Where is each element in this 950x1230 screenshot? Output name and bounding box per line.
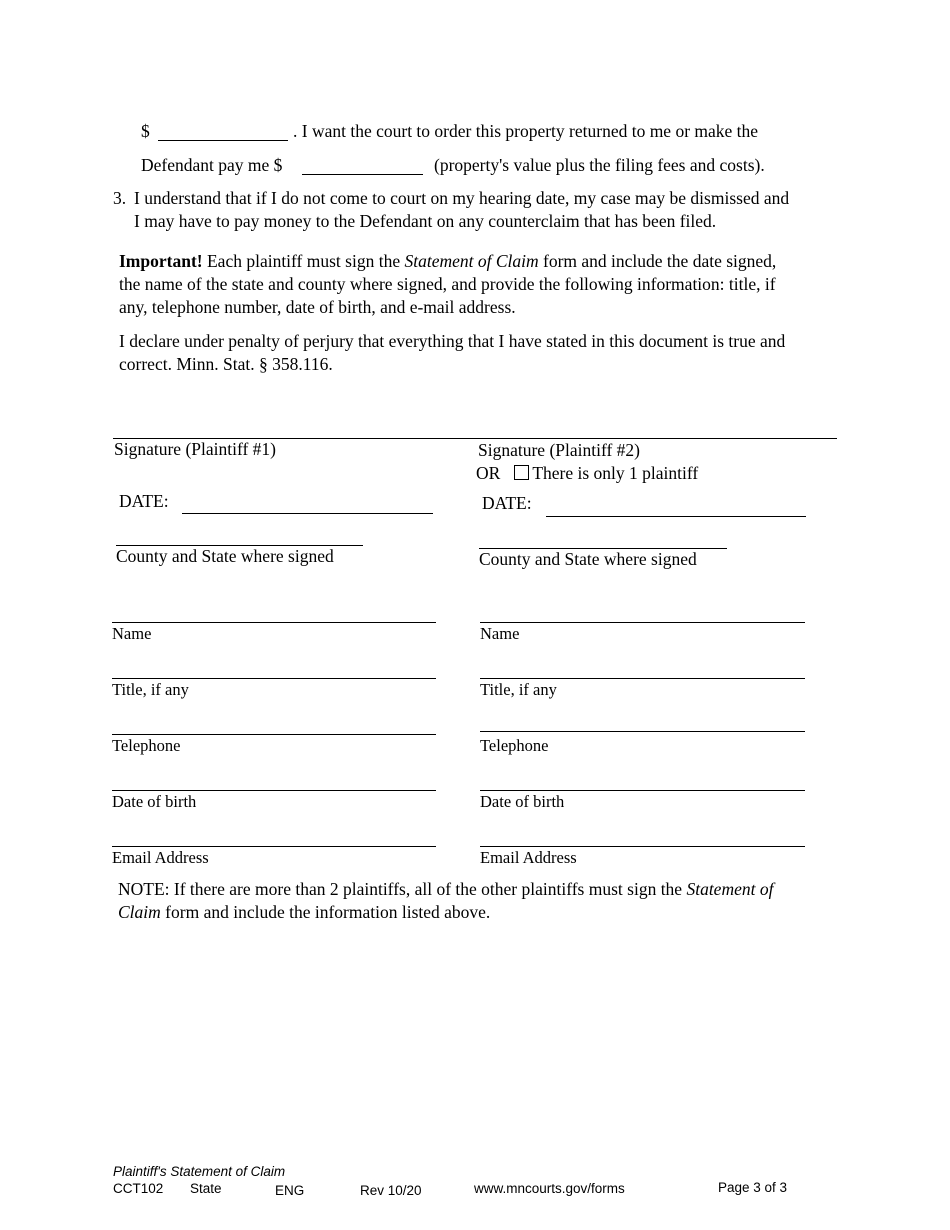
important-paragraph: [119, 250, 849, 319]
note-italic-b: Claim: [118, 902, 161, 922]
footer-form-code: CCT102: [113, 1181, 164, 1196]
plaintiff2-name-label: Name: [480, 624, 520, 643]
note-italic-a: Statement of: [686, 879, 774, 899]
plaintiff1-telephone-label: Telephone: [112, 736, 181, 755]
important-text-a: Each plaintiff must sign the: [202, 251, 405, 271]
item3-line2: I may have to pay money to the Defendant on any counterclaim that has been filed.: [134, 211, 717, 231]
only-one-plaintiff-checkbox[interactable]: [514, 465, 529, 480]
declaration-line1: I declare under penalty of perjury that everything that I have stated in this document is true and: [119, 331, 786, 351]
plaintiff1-title-label: Title, if any: [112, 680, 189, 699]
item3-number: 3.: [113, 188, 127, 208]
footer-form-title: Plaintiff's Statement of Claim: [113, 1164, 286, 1179]
property-amount-field[interactable]: [158, 122, 288, 141]
item3-line1: I understand that if I do not come to court on my hearing date, my case may be dismissed and: [134, 188, 790, 208]
footer-language: ENG: [275, 1183, 305, 1198]
plaintiff2-dob-line[interactable]: [480, 780, 805, 791]
plaintiff1-dob-label: Date of birth: [112, 792, 197, 811]
plaintiff2-telephone-label: Telephone: [480, 736, 549, 755]
only-one-plaintiff-label: There is only 1 plaintiff: [532, 463, 699, 483]
footer-website[interactable]: www.mncourts.gov/forms: [474, 1181, 625, 1196]
plaintiff2-signature-label: Signature (Plaintiff #2): [478, 440, 641, 460]
plaintiff1-telephone-line[interactable]: [112, 724, 436, 735]
important-label: Important!: [119, 251, 203, 271]
plaintiff1-date-label: DATE:: [119, 491, 169, 511]
important-text-b: form and include the date signed,: [538, 251, 777, 271]
plaintiff2-date-label: DATE:: [482, 493, 532, 513]
important-line3: any, telephone number, date of birth, and e-mail address.: [119, 297, 516, 317]
plaintiff1-dob-line[interactable]: [112, 780, 436, 791]
plaintiff2-dob-label: Date of birth: [480, 792, 565, 811]
note-line2: [118, 901, 848, 924]
footer-page-number: Page 3 of 3: [718, 1180, 788, 1195]
plaintiff1-name-line[interactable]: [112, 612, 436, 623]
statement-of-claim-italic: Statement of Claim: [404, 251, 539, 271]
plaintiff1-date-field[interactable]: [182, 495, 433, 514]
plaintiff2-date-field[interactable]: [546, 498, 806, 517]
plaintiff1-name-label: Name: [112, 624, 152, 643]
important-line1: [119, 250, 849, 273]
plaintiff2-email-label: Email Address: [480, 848, 577, 867]
footer-jurisdiction: State: [190, 1181, 222, 1196]
plaintiff2-title-line[interactable]: [480, 668, 805, 679]
item2-line1-text: . I want the court to order this property returned to me or make the: [293, 121, 759, 141]
declaration-line2: correct. Minn. Stat. § 358.116.: [119, 354, 333, 374]
plaintiff2-title-label: Title, if any: [480, 680, 557, 699]
footer-revision: Rev 10/20: [360, 1183, 422, 1198]
plaintiff2-name-line[interactable]: [480, 612, 805, 623]
note-line1: [118, 878, 848, 901]
item3-text: [134, 187, 854, 233]
plaintiff1-email-label: Email Address: [112, 848, 209, 867]
plaintiff2-signature-line[interactable]: [471, 428, 837, 439]
or-label: OR: [476, 463, 501, 483]
plaintiff1-email-line[interactable]: [112, 836, 436, 847]
plaintiff2-county-label: County and State where signed: [479, 549, 697, 569]
item2-line2-end: (property's value plus the filing fees and costs).: [434, 155, 765, 175]
declaration-paragraph: [119, 330, 849, 376]
plaintiff1-county-label: County and State where signed: [116, 546, 334, 566]
plaintiff1-signature-label: Signature (Plaintiff #1): [114, 439, 277, 459]
property-value-field[interactable]: [302, 156, 423, 175]
plaintiff1-title-line[interactable]: [112, 668, 436, 679]
dollar-sign: $: [141, 121, 150, 141]
note-text-a: NOTE: If there are more than 2 plaintiffs, all of the other plaintiffs must sign the: [118, 879, 687, 899]
only-one-plaintiff-row: [476, 462, 698, 485]
note-paragraph: [118, 878, 848, 924]
item2-line2-start: Defendant pay me $: [141, 155, 283, 175]
plaintiff2-telephone-line[interactable]: [480, 721, 805, 732]
note-text-b: form and include the information listed above.: [160, 902, 491, 922]
important-line2: the name of the state and county where signed, and provide the following information: title, if: [119, 274, 776, 294]
plaintiff2-email-line[interactable]: [480, 836, 805, 847]
